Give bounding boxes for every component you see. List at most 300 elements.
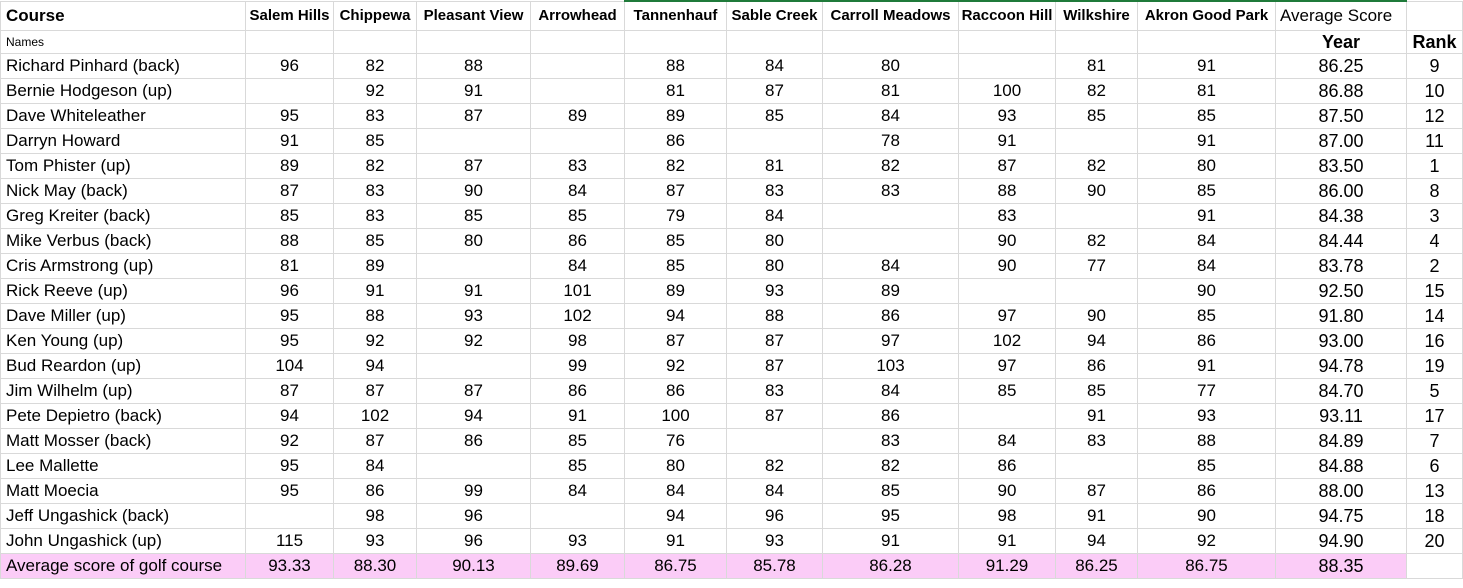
score-cell[interactable]: 102	[531, 304, 625, 329]
score-cell[interactable]: 86	[1056, 354, 1138, 379]
score-cell[interactable]: 80	[727, 254, 823, 279]
score-cell[interactable]: 84	[959, 429, 1056, 454]
score-cell[interactable]: 87	[727, 79, 823, 104]
course-header-akron-good-park[interactable]: Akron Good Park	[1138, 1, 1276, 31]
score-cell[interactable]	[531, 79, 625, 104]
score-cell[interactable]: 97	[823, 329, 959, 354]
empty-cell[interactable]	[959, 31, 1056, 54]
score-cell[interactable]: 87	[727, 329, 823, 354]
score-cell[interactable]: 92	[625, 354, 727, 379]
course-average-cell[interactable]: 89.69	[531, 554, 625, 579]
score-cell[interactable]: 93	[959, 104, 1056, 129]
score-cell[interactable]: 95	[246, 329, 334, 354]
player-name-cell[interactable]: Lee Mallette	[1, 454, 246, 479]
score-cell[interactable]: 102	[959, 329, 1056, 354]
player-name-cell[interactable]: Tom Phister (up)	[1, 154, 246, 179]
score-cell[interactable]: 83	[959, 204, 1056, 229]
score-cell[interactable]	[246, 79, 334, 104]
score-cell[interactable]: 84	[334, 454, 417, 479]
average-score-cell[interactable]: 87.00	[1276, 129, 1407, 154]
course-header-pleasant-view[interactable]: Pleasant View	[417, 1, 531, 31]
rank-cell[interactable]: 6	[1407, 454, 1463, 479]
rank-cell[interactable]: 12	[1407, 104, 1463, 129]
score-cell[interactable]: 80	[727, 229, 823, 254]
score-cell[interactable]: 95	[823, 504, 959, 529]
score-cell[interactable]: 91	[334, 279, 417, 304]
score-cell[interactable]: 87	[727, 404, 823, 429]
score-cell[interactable]	[1056, 204, 1138, 229]
course-header-wilkshire[interactable]: Wilkshire	[1056, 1, 1138, 31]
score-cell[interactable]	[531, 54, 625, 79]
course-average-cell[interactable]: 90.13	[417, 554, 531, 579]
average-score-cell[interactable]: 83.50	[1276, 154, 1407, 179]
score-cell[interactable]: 91	[1138, 54, 1276, 79]
score-cell[interactable]: 79	[625, 204, 727, 229]
score-cell[interactable]: 94	[417, 404, 531, 429]
score-cell[interactable]: 82	[727, 454, 823, 479]
score-cell[interactable]: 78	[823, 129, 959, 154]
course-header-sable-creek[interactable]: Sable Creek	[727, 1, 823, 31]
player-name-cell[interactable]: John Ungashick (up)	[1, 529, 246, 554]
empty-cell[interactable]	[727, 31, 823, 54]
rank-cell[interactable]: 9	[1407, 54, 1463, 79]
course-average-cell[interactable]: 86.28	[823, 554, 959, 579]
score-cell[interactable]: 80	[417, 229, 531, 254]
score-cell[interactable]: 80	[1138, 154, 1276, 179]
score-cell[interactable]: 84	[727, 54, 823, 79]
score-cell[interactable]: 95	[246, 304, 334, 329]
score-cell[interactable]: 94	[1056, 329, 1138, 354]
player-name-cell[interactable]: Rick Reeve (up)	[1, 279, 246, 304]
score-cell[interactable]: 85	[531, 429, 625, 454]
course-average-cell[interactable]: 85.78	[727, 554, 823, 579]
course-header-arrowhead[interactable]: Arrowhead	[531, 1, 625, 31]
score-cell[interactable]: 90	[959, 479, 1056, 504]
rank-cell[interactable]: 13	[1407, 479, 1463, 504]
score-cell[interactable]	[417, 129, 531, 154]
player-name-cell[interactable]: Matt Mosser (back)	[1, 429, 246, 454]
score-cell[interactable]: 90	[959, 254, 1056, 279]
score-cell[interactable]	[1056, 129, 1138, 154]
score-cell[interactable]: 82	[823, 454, 959, 479]
score-cell[interactable]: 104	[246, 354, 334, 379]
rank-cell[interactable]: 15	[1407, 279, 1463, 304]
score-cell[interactable]: 88	[727, 304, 823, 329]
score-cell[interactable]: 91	[417, 79, 531, 104]
average-score-cell[interactable]: 84.88	[1276, 454, 1407, 479]
score-cell[interactable]: 85	[1138, 304, 1276, 329]
score-cell[interactable]: 85	[334, 129, 417, 154]
score-cell[interactable]: 92	[334, 329, 417, 354]
rank-cell[interactable]: 8	[1407, 179, 1463, 204]
score-cell[interactable]	[727, 429, 823, 454]
average-score-cell[interactable]: 93.00	[1276, 329, 1407, 354]
score-cell[interactable]: 83	[823, 429, 959, 454]
score-cell[interactable]: 83	[1056, 429, 1138, 454]
score-cell[interactable]: 90	[1138, 279, 1276, 304]
score-cell[interactable]: 99	[531, 354, 625, 379]
player-name-cell[interactable]: Jeff Ungashick (back)	[1, 504, 246, 529]
score-cell[interactable]: 85	[959, 379, 1056, 404]
score-cell[interactable]: 85	[334, 229, 417, 254]
score-cell[interactable]: 87	[625, 329, 727, 354]
player-name-cell[interactable]: Cris Armstrong (up)	[1, 254, 246, 279]
score-cell[interactable]: 91	[959, 529, 1056, 554]
score-cell[interactable]: 81	[823, 79, 959, 104]
score-cell[interactable]: 81	[727, 154, 823, 179]
score-cell[interactable]: 95	[246, 454, 334, 479]
score-cell[interactable]: 82	[1056, 154, 1138, 179]
score-cell[interactable]: 89	[625, 104, 727, 129]
player-name-cell[interactable]: Dave Whiteleather	[1, 104, 246, 129]
score-cell[interactable]: 85	[417, 204, 531, 229]
average-score-cell[interactable]: 91.80	[1276, 304, 1407, 329]
rank-cell[interactable]: 17	[1407, 404, 1463, 429]
score-cell[interactable]: 115	[246, 529, 334, 554]
score-cell[interactable]: 88	[334, 304, 417, 329]
score-cell[interactable]: 83	[334, 179, 417, 204]
score-cell[interactable]	[959, 54, 1056, 79]
average-score-cell[interactable]: 86.25	[1276, 54, 1407, 79]
score-cell[interactable]: 92	[334, 79, 417, 104]
score-cell[interactable]: 85	[531, 454, 625, 479]
score-cell[interactable]: 85	[625, 229, 727, 254]
score-cell[interactable]: 84	[727, 479, 823, 504]
rank-cell[interactable]: 14	[1407, 304, 1463, 329]
score-cell[interactable]: 85	[625, 254, 727, 279]
course-average-cell[interactable]: 88.30	[334, 554, 417, 579]
average-score-cell[interactable]: 84.38	[1276, 204, 1407, 229]
rank-cell[interactable]: 20	[1407, 529, 1463, 554]
course-average-cell[interactable]: 86.75	[625, 554, 727, 579]
rank-cell[interactable]: 7	[1407, 429, 1463, 454]
score-cell[interactable]: 83	[727, 379, 823, 404]
course-average-cell[interactable]: 91.29	[959, 554, 1056, 579]
average-score-cell[interactable]: 88.00	[1276, 479, 1407, 504]
score-cell[interactable]: 91	[1138, 354, 1276, 379]
player-name-cell[interactable]: Nick May (back)	[1, 179, 246, 204]
average-score-cell[interactable]: 84.89	[1276, 429, 1407, 454]
average-score-cell[interactable]: 87.50	[1276, 104, 1407, 129]
score-cell[interactable]: 91	[1138, 129, 1276, 154]
empty-header-cell[interactable]	[1407, 1, 1463, 31]
score-cell[interactable]	[531, 504, 625, 529]
course-header[interactable]: Course	[1, 1, 246, 31]
score-cell[interactable]	[1056, 454, 1138, 479]
course-header-tannenhauf[interactable]: Tannenhauf	[625, 1, 727, 31]
score-cell[interactable]: 95	[246, 104, 334, 129]
score-cell[interactable]: 85	[1138, 454, 1276, 479]
score-cell[interactable]: 91	[1056, 504, 1138, 529]
score-cell[interactable]: 77	[1138, 379, 1276, 404]
score-cell[interactable]	[417, 454, 531, 479]
score-cell[interactable]: 94	[1056, 529, 1138, 554]
player-name-cell[interactable]: Bernie Hodgeson (up)	[1, 79, 246, 104]
rank-cell[interactable]: 16	[1407, 329, 1463, 354]
score-cell[interactable]: 87	[1056, 479, 1138, 504]
score-cell[interactable]: 86	[334, 479, 417, 504]
course-average-cell[interactable]: 86.25	[1056, 554, 1138, 579]
score-cell[interactable]: 92	[246, 429, 334, 454]
score-cell[interactable]: 103	[823, 354, 959, 379]
score-cell[interactable]: 96	[246, 279, 334, 304]
score-cell[interactable]: 92	[417, 329, 531, 354]
empty-cell[interactable]	[1138, 31, 1276, 54]
score-cell[interactable]: 82	[625, 154, 727, 179]
player-name-cell[interactable]: Mike Verbus (back)	[1, 229, 246, 254]
score-cell[interactable]: 84	[823, 104, 959, 129]
player-name-cell[interactable]: Dave Miller (up)	[1, 304, 246, 329]
score-cell[interactable]: 85	[531, 204, 625, 229]
player-name-cell[interactable]: Jim Wilhelm (up)	[1, 379, 246, 404]
score-cell[interactable]: 100	[959, 79, 1056, 104]
score-cell[interactable]: 89	[823, 279, 959, 304]
score-cell[interactable]: 82	[823, 154, 959, 179]
score-cell[interactable]: 87	[959, 154, 1056, 179]
score-cell[interactable]: 102	[334, 404, 417, 429]
score-cell[interactable]: 86	[1138, 329, 1276, 354]
empty-cell[interactable]	[823, 31, 959, 54]
score-cell[interactable]: 94	[625, 304, 727, 329]
score-cell[interactable]	[823, 229, 959, 254]
score-cell[interactable]: 84	[1138, 229, 1276, 254]
score-cell[interactable]: 83	[334, 204, 417, 229]
score-cell[interactable]: 87	[417, 104, 531, 129]
score-cell[interactable]: 88	[246, 229, 334, 254]
rank-cell[interactable]: 5	[1407, 379, 1463, 404]
course-header-salem-hills[interactable]: Salem Hills	[246, 1, 334, 31]
score-cell[interactable]: 99	[417, 479, 531, 504]
score-cell[interactable]: 80	[625, 454, 727, 479]
score-cell[interactable]: 91	[417, 279, 531, 304]
average-score-cell[interactable]: 86.88	[1276, 79, 1407, 104]
score-cell[interactable]: 85	[1138, 179, 1276, 204]
player-name-cell[interactable]: Darryn Howard	[1, 129, 246, 154]
average-score-cell[interactable]: 86.00	[1276, 179, 1407, 204]
score-cell[interactable]: 86	[531, 229, 625, 254]
rank-cell[interactable]: 2	[1407, 254, 1463, 279]
score-cell[interactable]: 91	[246, 129, 334, 154]
score-cell[interactable]: 94	[334, 354, 417, 379]
average-score-cell[interactable]: 94.75	[1276, 504, 1407, 529]
player-name-cell[interactable]: Ken Young (up)	[1, 329, 246, 354]
score-cell[interactable]: 84	[727, 204, 823, 229]
score-cell[interactable]: 93	[531, 529, 625, 554]
empty-cell[interactable]	[531, 31, 625, 54]
score-cell[interactable]: 93	[334, 529, 417, 554]
score-cell[interactable]: 88	[1138, 429, 1276, 454]
score-cell[interactable]	[417, 254, 531, 279]
score-cell[interactable]: 86	[625, 379, 727, 404]
empty-cell[interactable]	[1056, 31, 1138, 54]
score-cell[interactable]: 85	[1056, 379, 1138, 404]
score-cell[interactable]: 87	[246, 379, 334, 404]
score-cell[interactable]: 96	[727, 504, 823, 529]
score-cell[interactable]: 89	[246, 154, 334, 179]
course-average-label[interactable]: Average score of golf course	[1, 554, 246, 579]
score-cell[interactable]: 94	[246, 404, 334, 429]
score-cell[interactable]	[959, 279, 1056, 304]
score-cell[interactable]: 96	[417, 504, 531, 529]
score-cell[interactable]: 89	[334, 254, 417, 279]
score-cell[interactable]: 82	[334, 154, 417, 179]
score-cell[interactable]: 86	[625, 129, 727, 154]
score-cell[interactable]: 87	[417, 154, 531, 179]
score-cell[interactable]: 91	[959, 129, 1056, 154]
rank-cell[interactable]: 1	[1407, 154, 1463, 179]
score-cell[interactable]: 98	[531, 329, 625, 354]
score-cell[interactable]: 87	[334, 429, 417, 454]
average-score-cell[interactable]: 94.90	[1276, 529, 1407, 554]
average-score-cell[interactable]: 92.50	[1276, 279, 1407, 304]
player-name-cell[interactable]: Bud Reardon (up)	[1, 354, 246, 379]
score-cell[interactable]: 87	[727, 354, 823, 379]
score-cell[interactable]: 98	[334, 504, 417, 529]
score-cell[interactable]: 80	[823, 54, 959, 79]
score-cell[interactable]: 87	[334, 379, 417, 404]
empty-cell[interactable]	[334, 31, 417, 54]
score-cell[interactable]: 95	[246, 479, 334, 504]
score-cell[interactable]: 85	[1056, 104, 1138, 129]
score-cell[interactable]: 90	[959, 229, 1056, 254]
player-name-cell[interactable]: Matt Moecia	[1, 479, 246, 504]
score-cell[interactable]: 84	[531, 179, 625, 204]
score-cell[interactable]: 98	[959, 504, 1056, 529]
score-cell[interactable]	[417, 354, 531, 379]
course-header-carroll-meadows[interactable]: Carroll Meadows	[823, 1, 959, 31]
score-cell[interactable]: 81	[625, 79, 727, 104]
score-cell[interactable]: 96	[417, 529, 531, 554]
score-cell[interactable]: 83	[334, 104, 417, 129]
score-cell[interactable]: 91	[1056, 404, 1138, 429]
score-cell[interactable]: 84	[531, 479, 625, 504]
score-cell[interactable]: 86	[823, 304, 959, 329]
score-cell[interactable]: 86	[959, 454, 1056, 479]
score-cell[interactable]: 91	[625, 529, 727, 554]
score-cell[interactable]: 93	[417, 304, 531, 329]
empty-cell[interactable]	[1407, 554, 1463, 579]
score-cell[interactable]: 90	[1056, 304, 1138, 329]
score-cell[interactable]: 91	[823, 529, 959, 554]
average-score-cell[interactable]: 84.70	[1276, 379, 1407, 404]
score-cell[interactable]	[727, 129, 823, 154]
score-cell[interactable]: 84	[625, 479, 727, 504]
score-cell[interactable]: 86	[531, 379, 625, 404]
score-cell[interactable]: 86	[417, 429, 531, 454]
score-cell[interactable]: 92	[1138, 529, 1276, 554]
score-cell[interactable]: 91	[1138, 204, 1276, 229]
score-cell[interactable]	[246, 504, 334, 529]
names-label[interactable]: Names	[1, 31, 246, 54]
score-cell[interactable]: 101	[531, 279, 625, 304]
course-header-raccoon-hill[interactable]: Raccoon Hill	[959, 1, 1056, 31]
player-name-cell[interactable]: Greg Kreiter (back)	[1, 204, 246, 229]
overall-average-cell[interactable]: 88.35	[1276, 554, 1407, 579]
score-cell[interactable]: 97	[959, 354, 1056, 379]
rank-header[interactable]: Rank	[1407, 31, 1463, 54]
course-header-chippewa[interactable]: Chippewa	[334, 1, 417, 31]
rank-cell[interactable]: 3	[1407, 204, 1463, 229]
score-cell[interactable]: 91	[531, 404, 625, 429]
score-cell[interactable]: 96	[246, 54, 334, 79]
score-cell[interactable]: 93	[1138, 404, 1276, 429]
score-cell[interactable]: 83	[823, 179, 959, 204]
average-score-cell[interactable]: 93.11	[1276, 404, 1407, 429]
score-cell[interactable]: 87	[246, 179, 334, 204]
score-cell[interactable]	[959, 404, 1056, 429]
rank-cell[interactable]: 4	[1407, 229, 1463, 254]
empty-cell[interactable]	[625, 31, 727, 54]
score-cell[interactable]: 85	[727, 104, 823, 129]
course-average-cell[interactable]: 93.33	[246, 554, 334, 579]
score-cell[interactable]: 76	[625, 429, 727, 454]
score-cell[interactable]: 84	[823, 379, 959, 404]
score-cell[interactable]	[1056, 279, 1138, 304]
average-score-header[interactable]: Average Score	[1276, 1, 1407, 31]
score-cell[interactable]: 84	[823, 254, 959, 279]
score-cell[interactable]	[531, 129, 625, 154]
score-cell[interactable]: 88	[417, 54, 531, 79]
average-score-cell[interactable]: 83.78	[1276, 254, 1407, 279]
score-cell[interactable]: 100	[625, 404, 727, 429]
rank-cell[interactable]: 10	[1407, 79, 1463, 104]
score-cell[interactable]: 90	[1138, 504, 1276, 529]
score-cell[interactable]: 88	[625, 54, 727, 79]
score-cell[interactable]: 86	[1138, 479, 1276, 504]
score-cell[interactable]: 82	[1056, 79, 1138, 104]
empty-cell[interactable]	[246, 31, 334, 54]
score-cell[interactable]: 86	[823, 404, 959, 429]
score-cell[interactable]: 87	[625, 179, 727, 204]
score-cell[interactable]: 87	[417, 379, 531, 404]
score-cell[interactable]: 97	[959, 304, 1056, 329]
score-cell[interactable]: 93	[727, 529, 823, 554]
score-cell[interactable]: 84	[1138, 254, 1276, 279]
empty-cell[interactable]	[417, 31, 531, 54]
score-cell[interactable]: 85	[823, 479, 959, 504]
course-average-cell[interactable]: 86.75	[1138, 554, 1276, 579]
rank-cell[interactable]: 11	[1407, 129, 1463, 154]
score-cell[interactable]: 85	[246, 204, 334, 229]
score-cell[interactable]: 89	[625, 279, 727, 304]
score-cell[interactable]: 77	[1056, 254, 1138, 279]
average-score-cell[interactable]: 84.44	[1276, 229, 1407, 254]
score-cell[interactable]: 83	[727, 179, 823, 204]
player-name-cell[interactable]: Richard Pinhard (back)	[1, 54, 246, 79]
score-cell[interactable]: 81	[246, 254, 334, 279]
score-cell[interactable]: 93	[727, 279, 823, 304]
score-cell[interactable]: 90	[417, 179, 531, 204]
score-cell[interactable]: 82	[1056, 229, 1138, 254]
score-cell[interactable]: 88	[959, 179, 1056, 204]
score-cell[interactable]: 89	[531, 104, 625, 129]
score-cell[interactable]: 94	[625, 504, 727, 529]
player-row	[1, 54, 1463, 79]
rank-cell[interactable]: 18	[1407, 504, 1463, 529]
score-cell[interactable]: 85	[1138, 104, 1276, 129]
score-cell[interactable]: 83	[531, 154, 625, 179]
score-cell[interactable]: 90	[1056, 179, 1138, 204]
player-name-cell[interactable]: Pete Depietro (back)	[1, 404, 246, 429]
score-cell[interactable]	[823, 204, 959, 229]
average-score-cell[interactable]: 94.78	[1276, 354, 1407, 379]
score-cell[interactable]: 81	[1056, 54, 1138, 79]
score-cell[interactable]: 81	[1138, 79, 1276, 104]
score-cell[interactable]: 82	[334, 54, 417, 79]
score-cell[interactable]: 84	[531, 254, 625, 279]
rank-cell[interactable]: 19	[1407, 354, 1463, 379]
year-header[interactable]: Year	[1276, 31, 1407, 54]
